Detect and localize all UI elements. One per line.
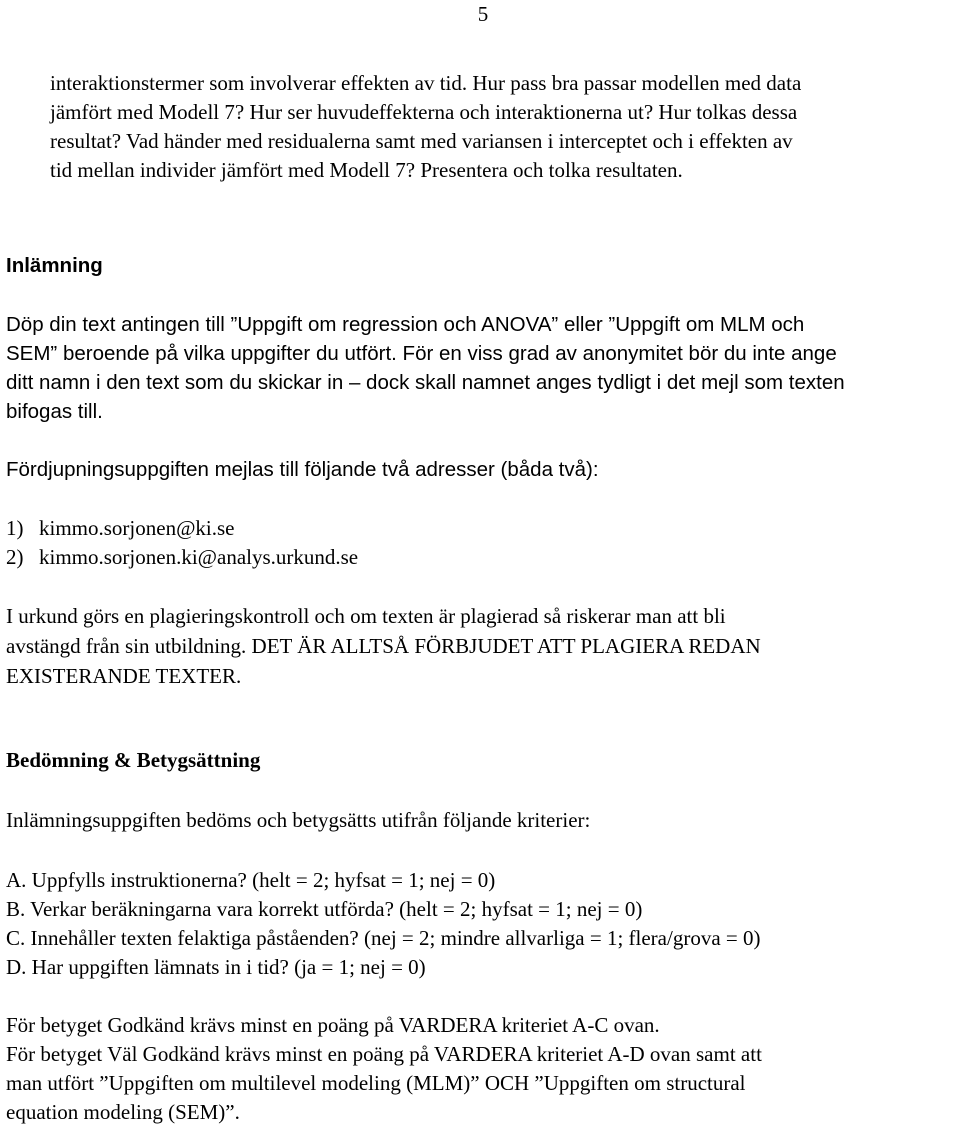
urkund-line: avstängd från sin utbildning. DET ÄR ALLTSÅ FÖRBJUDET ATT PLAGIERA REDAN [6, 634, 761, 658]
submission-line: ditt namn i den text som du skickar in – dock skall namnet anges tydligt i det mejl som texten [6, 371, 845, 394]
urkund-line: EXISTERANDE TEXTER. [6, 664, 242, 688]
grading-intro: Inlämningsuppgiften bedöms och betygsätts utifrån följande kriterier: [6, 808, 591, 832]
addresses-intro: Fördjupningsuppgiften mejlas till följande två adresser (båda två): [6, 458, 599, 481]
intro-paragraph [50, 69, 930, 127]
submission-line: bifogas till. [6, 400, 103, 423]
urkund-paragraph [6, 601, 942, 691]
page-number-text: 5 [477, 2, 489, 26]
page-number [0, 0, 960, 29]
email-address: kimmo.sorjonen.ki@analys.urkund.se [39, 545, 359, 569]
urkund-line: I urkund görs en plagieringskontroll och om texten är plagierad så riskerar man att bli [6, 604, 726, 628]
criterion-item: B. Verkar beräkningarna vara korrekt utförda? (helt = 2; hyfsat = 1; nej = 0) [6, 897, 643, 921]
requirement-line: man utfört ”Uppgiften om multilevel modeling (MLM)” OCH ”Uppgiften om structural [6, 1071, 746, 1095]
criterion-item: C. Innehåller texten felaktiga påståenden? (nej = 2; mindre allvarliga = 1; flera/grova = 0) [6, 926, 761, 950]
intro-line: tid mellan individer jämfört med Modell 7? Presentera och tolka resultaten. [50, 158, 683, 182]
address-number: 2) [6, 545, 24, 569]
requirements-paragraph [6, 1011, 942, 1127]
criteria-list [6, 866, 942, 982]
submission-heading: Inlämning [6, 254, 103, 277]
requirement-line: För betyget Väl Godkänd krävs minst en poäng på VARDERA kriteriet A-D ovan samt att [6, 1042, 762, 1066]
address-number: 1) [6, 516, 24, 540]
grading-heading: Bedömning & Betygsättning [6, 748, 261, 772]
intro-line: jämfört med Modell 7? Hur ser huvudeffekterna och interaktionerna ut? Hur tolkas dessa [50, 100, 798, 124]
criterion-item: D. Har uppgiften lämnats in i tid? (ja = 1; nej = 0) [6, 955, 426, 979]
email-address: kimmo.sorjonen@ki.se [39, 516, 235, 540]
intro-line: resultat? Vad händer med residualerna samt med variansen i interceptet och i effekten av [50, 129, 793, 153]
submission-line: Döp din text antingen till ”Uppgift om regression och ANOVA” eller ”Uppgift om MLM och [6, 313, 805, 336]
requirement-line: equation modeling (SEM)”. [6, 1100, 240, 1124]
intro-paragraph-cont [50, 127, 960, 185]
criterion-item: A. Uppfylls instruktionerna? (helt = 2; hyfsat = 1; nej = 0) [6, 868, 496, 892]
submission-line: SEM” beroende på vilka uppgifter du utfört. För en viss grad av anonymitet bör du inte ange [6, 342, 837, 365]
address-list [6, 514, 942, 572]
submission-paragraph [6, 310, 942, 426]
address-item [6, 514, 942, 543]
intro-line: interaktionstermer som involverar effekten av tid. Hur pass bra passar modellen med data [50, 71, 802, 95]
address-item [6, 543, 942, 572]
requirement-line: För betyget Godkänd krävs minst en poäng på VARDERA kriteriet A-C ovan. [6, 1013, 660, 1037]
